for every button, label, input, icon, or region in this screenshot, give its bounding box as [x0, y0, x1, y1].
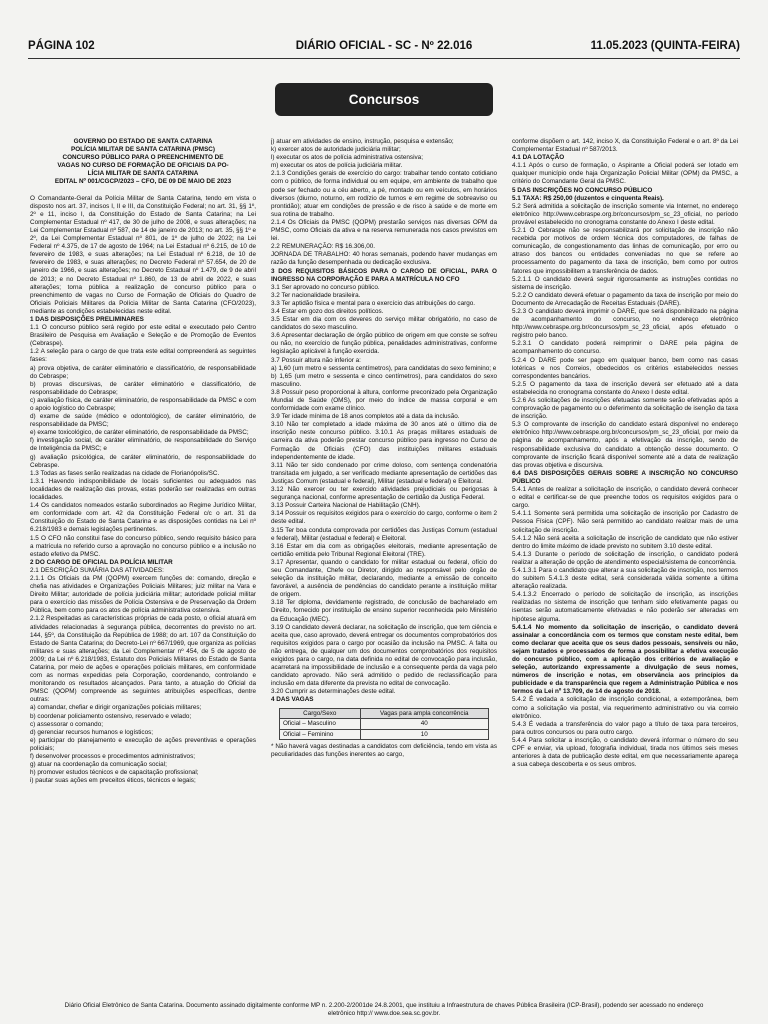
paragraph: 3.14 Possuir os requisitos exigidos para o exercício do cargo, conforme o item 2 deste edital. [271, 510, 497, 526]
paragraph: 3.3 Ter aptidão física e mental para o exercício das atribuições do cargo. [271, 299, 476, 307]
paragraph: 3.9 Ter idade mínima de 18 anos completos até a data da inclusão. [271, 413, 460, 421]
edital-title-line: LÍCIA MILITAR DE SANTA CATARINA [87, 170, 199, 178]
paragraph: e) participar do planejamento e execução de ações preventivas e operações policiais; [30, 736, 256, 752]
paragraph: 3.1 Ser aprovado no concurso público. [271, 283, 380, 291]
paragraph: 5.2.4 O DARE pode ser pago em qualquer banco, bem como nas casas lotéricas e nos Correios, obedecidos os critérios estabelecidos nesses correspondentes bancários. [512, 356, 738, 380]
paragraph: d) gerenciar recursos humanos e logísticos; [30, 728, 154, 736]
paragraph: 3.10 Não ter completado a idade máxima de 30 anos até o último dia de inscrição neste concurso público. 3.10.1 As praças militares estaduais de carreira da ativa poderão prestar concurso público para ingresso no Curso de Formação de Oficiais (CFO) das instituições militares estaduais independentemente de idade. [271, 421, 497, 461]
paragraph: 1.3 Todas as fases serão realizadas na cidade de Florianópolis/SC. [30, 469, 220, 477]
paragraph: e) exame toxicológico, de caráter eliminatório, de responsabilidade da PMSC; [30, 429, 249, 437]
intro-paragraph: O Comandante-Geral da Polícia Militar de Santa Catarina, tendo em vista o disposto nos art. 37, incisos I, II e III, da Constituição Federal; no art. 31, §§ 1º, 2º e 11, inciso I, da Constituição do Estado de Santa Catarina; na Lei Complementar Estadual nº 417, de 30 de julho de 2008, e suas alterações; na Lei Complementar Estadual nº 587, de 14 de janeiro de 2013; no art. 35, §§ 1º e 2º, da Lei Complementar Estadual nº 801, de 1º de julho de 2022; na Lei Federal nº 4.375, de 17 de agosto de 1964; na Lei Estadual nº 6.215, de 10 de fevereiro de 1983, e suas alterações; na Lei Estadual nº 6.218, de 10 de fevereiro de 1983, e suas alterações; no Decreto Federal nº 57.654, de 20 de janeiro de 1966, e suas alterações; no Decreto Estadual nº 1.479, de 9 de abril de 2013; e no Decreto Estadual nº 1.860, de 13 de abril de 2022, e suas alterações; torna pública a realização de concurso público para o preenchimento de vagas no Curso de Formação de Oficiais do Quadro de Oficiais Policiais Militares da Polícia Militar de Santa Catarina (CFO/2023), mediante as condições estabelecidas neste edital. [30, 194, 256, 315]
table-row [280, 729, 489, 740]
paragraph: 3.13 Possuir Carteira Nacional de Habilitação (CNH). [271, 502, 421, 510]
paragraph: 5.2.5 O pagamento da taxa de inscrição deverá ser efetuado até a data estabelecida no cronograma constante do Anexo I deste edital. [512, 380, 738, 396]
paragraph: k) exercer atos de autoridade judiciária militar; [271, 146, 401, 154]
paragraph: 2.1.3 Condições gerais de exercício do cargo: trabalhar tendo contato cotidiano com o público, de forma individual ou em equipe, em ambiente de trabalho que pode ser fechado ou a céu aberto, a pé, montado ou em veículos, em horários diversos (diurno, noturno, em rodízio de turnos e em regime de sobreaviso ou prontidão); atuar em condições de pressão e de risco à saúde e de morte em sua rotina de trabalho. [271, 170, 497, 218]
bold-paragraph: 5.4.1.4 No momento da solicitação de inscrição, o candidato deverá assinalar a concordância com os termos que constam neste edital, bem como declarar que aceita que os seus dados pessoais, sensíveis ou não, sejam tratados e processados de forma a possibilitar a efetiva execução do concurso público, com a aplicação dos critérios de avaliação e seleção, autorizando expressamente a divulgação de seus nomes, números de inscrição e notas, em observância aos princípios da publicidade e da transparência que regem a Administração Pública e nos termos da Lei nº 13.709, de 14 de agosto de 2018. [512, 623, 738, 696]
paragraph: 5.4.1.3 Durante o período de solicitação de inscrição, o candidato poderá realizar a alteração de opção de atendimento especial/sistema de concorrência. [512, 550, 738, 566]
journal-title: DIÁRIO OFICIAL - SC - Nº 22.016 [295, 40, 473, 52]
paragraph: 3.15 Ter boa conduta comprovada por certidões das Justiças Comum (estadual e federal), Militar (estadual e federal) e Eleitoral. [271, 526, 497, 542]
paragraph: 2.1.2 Respeitadas as características próprias de cada posto, o oficial atuará em atividades relacionadas à segurança pública, decorrentes do previsto no art. 144, §5º, da Constituição da República de 1988; do art. 107 da Constituição do Estado de Santa Catarina; do Decreto-Lei nº 667/1969, que organiza as polícias militares e suas alterações; da Lei Complementar nº 454, de 5 de agosto de 2009; da Lei nº 6.218/1983, Estatuto dos Policiais Militares do Estado de Santa Catarina, por meio de ações e operações policiais militares, em conformidade com as normas expedidas pela Corporação, coordenando, controlando e monitorando os resultados alcançados. Para tanto, a atuação do Oficial da PMSC (QOPM) compreende as seguintes atribuições específicas, dentre outras: [30, 615, 256, 704]
paragraph: 5.4.1.3.2 Encerrado o período de solicitação de inscrição, as inscrições realizadas no sistema de inscrição que tenham sido efetivamente pagas ou isentas serão automaticamente efetivadas e não poderão ser alteradas em hipótese alguma. [512, 591, 738, 623]
paragraph: c) assessorar o comando; [30, 720, 103, 728]
edital-title-line: EDITAL Nº 001/CGCP/2023 – CFO, DE 09 DE MAIO DE 2023 [54, 178, 232, 186]
paragraph: g) avaliação psicológica, de caráter eliminatório, de responsabilidade do Cebraspe. [30, 453, 256, 469]
paragraph: 3.8 Possuir peso proporcional à altura, conforme preconizado pela Organização Mundial de Saúde (OMS), por meio do índice de massa corporal e em conformidade com exame clínico. [271, 388, 497, 413]
paragraph: 5.2.1 O Cebraspe não se responsabilizará por solicitação de inscrição não recebida por motivos de ordem técnica dos computadores, de falhas de comunicação, de congestionamento das linhas de comunicação, por erro ou atraso dos bancos ou entidades conveniadas no que se refere ao processamento do pagamento da taxa de inscrição, bem como por outros fatores que impossibilitem a transferência de dados. [512, 227, 738, 275]
paragraph: 2.1 DESCRIÇÃO SUMÁRIA DAS ATIVIDADES: [30, 566, 164, 574]
paragraph: b) coordenar policiamento ostensivo, reservado e velado; [30, 712, 192, 720]
paragraph: 2.1.4 Os Oficiais da PMSC (QOPM) prestarão serviços nas diversas OPM da PMSC, como Oficiais da ativa e na reserva remunerada nos casos previstos em lei. [271, 218, 497, 243]
paragraph: 3.11 Não ter sido condenado por crime doloso, com sentença condenatória transitada em julgado, a ser verificado mediante apresentação de certidões das Justiças Comum (estadual e federal), Militar (estadual e federal) e Eleitoral. [271, 461, 497, 485]
paragraph: 1.3.1 Havendo indisponibilidade de locais suficientes ou adequados nas localidades de realização das provas, estas poderão ser realizadas em outras localidades. [30, 477, 256, 502]
paragraph: 5.2.3 O candidato deverá imprimir o DARE, que será disponibilizado na página de acompanhamento do concurso, no endereço eletrônico http://www.cebraspe.org.br/concursos/pm_sc_23_oficial, após efetuado o registro pelo banco. [512, 307, 738, 340]
paragraph: 3.17 Apresentar, quando o candidato for militar estadual ou federal, ofício do seu Comandante, Chefe ou Diretor, dirigido ao responsável pelo órgão de seleção da instituição militar, declarando, mediante a emissão de conceito favorável, a ausência de pendências do candidato perante a instituição militar de origem. [271, 558, 497, 599]
table-header-row [280, 708, 489, 719]
table-note: * Não haverá vagas destinadas a candidatos com deficiência, tendo em vista as peculiaridades das funções inerentes ao cargo, [271, 743, 497, 759]
paragraph: m) executar os atos de polícia judiciária militar. [271, 162, 403, 170]
paragraph: 5.2.2 O candidato deverá efetuar o pagamento da taxa de inscrição por meio do Documento de Arrecadação de Receitas Estaduais (DARE). [512, 291, 738, 307]
paragraph: a) comandar, chefiar e dirigir organizações policiais militares; [30, 704, 202, 712]
column-2 [271, 138, 497, 998]
table-header-vagas: Vagas para ampla concorrência [360, 708, 488, 719]
paragraph: f) desenvolver processos e procedimentos administrativos; [30, 753, 196, 761]
paragraph: b) provas discursivas, de caráter eliminatório e classificatório, de responsabilidade do Cebraspe; [30, 380, 256, 396]
paragraph: a) prova objetiva, de caráter eliminatório e classificatório, de responsabilidade do Cebraspe; [30, 364, 256, 380]
section-banner: Concursos [275, 83, 493, 116]
paragraph: 5.4.1.2 Não será aceita a solicitação de inscrição de candidato que não estiver dentro do limite máximo de idade previsto no subitem 3.10 deste edital. [512, 534, 738, 550]
header-divider [28, 58, 740, 59]
footer-line: eletrônico http:// www.doe.sea.sc.gov.br. [327, 1010, 441, 1017]
paragraph: 2.1.1 Os Oficiais da PM (QOPM) exercem funções de: comando, direção e chefia nas atividades e Organizações Policiais Militares; juiz militar na Vara e Direito Militar; autoridade de polícia judiciária militar; autoridade policial militar para o exercício das missões de Polícia Ostensiva e de Preservação da Ordem Pública, bem como para os atos de polícia administrativa ostensiva. [30, 574, 256, 615]
paragraph: 5.2.6 As solicitações de inscrições efetuadas somente serão efetivadas após a comprovação de pagamento ou o deferimento da solicitação de isenção da taxa de inscrição. [512, 397, 738, 421]
section-heading: 4.1 DA LOTAÇÃO [512, 154, 565, 162]
paragraph: f) investigação social, de caráter eliminatório, de responsabilidade do Serviço de Inteligência da PMSC; e [30, 437, 256, 453]
column-1 [30, 138, 256, 998]
vagas-table [279, 708, 489, 741]
paragraph: j) atuar em atividades de ensino, instrução, pesquisa e extensão; [271, 138, 454, 145]
paragraph: 3.5 Estar em dia com os deveres do serviço militar obrigatório, no caso de candidatos do sexo masculino. [271, 316, 497, 332]
paragraph: 3.12 Não exercer ou ter exercido atividades prejudiciais ou perigosas à segurança nacional, conforme apresentação de certidão da Justiça Federal. [271, 486, 497, 502]
edital-title-line: CONCURSO PÚBLICO PARA O PREENCHIMENTO DE [62, 154, 224, 162]
paragraph: 5.2.3.1 O candidato poderá reimprimir o DARE pela página de acompanhamento do concurso. [512, 340, 738, 356]
paragraph: conforme dispõem o art. 142, inciso X, da Constituição Federal e o art. 8º da Lei Complementar Estadual nº 587/2013. [512, 138, 738, 154]
edital-title-line: GOVERNO DO ESTADO DE SANTA CATARINA [73, 138, 213, 145]
paragraph: 1.1 O concurso público será regido por este edital e executado pelo Centro Brasileiro de Pesquisa em Avaliação e Seleção e de Promoção de Eventos (Cebraspe). [30, 324, 256, 348]
column-3 [512, 138, 738, 998]
page-header [28, 40, 740, 54]
paragraph: b) 1,65 (um metro e sessenta e cinco centímetros), para candidatos do sexo masculino. [271, 372, 497, 388]
paragraph: g) atuar na coordenação da comunicação social; [30, 761, 167, 769]
paragraph: 5.2 Será admitida a solicitação de inscrição somente via Internet, no endereço eletrônico http://www.cebraspe.org.br/concursos/pm_sc_23_oficial, no período provável estabelecido no cronograma constante do Anexo I deste edital. [512, 202, 738, 226]
section-heading: 5 DAS INSCRIÇÕES NO CONCURSO PÚBLICO [512, 186, 653, 194]
section-heading: 3 DOS REQUISITOS BÁSICOS PARA O CARGO DE OFICIAL, PARA O INGRESSO NA CORPORAÇÃO E PARA A MATRÍCULA NO CFO [271, 267, 497, 283]
paragraph: 2.2 REMUNERAÇÃO: R$ 16.306,00. [271, 243, 376, 251]
page-number: PÁGINA 102 [28, 40, 95, 52]
paragraph: 5.4.2 É vedada a solicitação de inscrição condicional, a extemporânea, bem como a solicitação via postal, via requerimento administrativo ou via correio eletrônico. [512, 696, 738, 720]
paragraph: a) 1,60 (um metro e sessenta centímetros), para candidatas do sexo feminino; e [271, 364, 497, 372]
paragraph: 1.2 A seleção para o cargo de que trata este edital compreenderá as seguintes fases: [30, 348, 256, 364]
issue-date: 11.05.2023 (QUINTA-FEIRA) [590, 40, 740, 52]
paragraph: 3.20 Cumprir as determinações deste edital. [271, 688, 396, 696]
taxa-line: 5.1 TAXA: R$ 250,00 (duzentos e cinquenta Reais). [512, 194, 664, 202]
paragraph: c) avaliação física, de caráter eliminatório, de responsabilidade da PMSC e com o apoio logístico do Cebraspe; [30, 396, 256, 412]
edital-title-line: POLÍCIA MILITAR DE SANTA CATARINA (PMSC) [70, 146, 215, 154]
table-cell-cargo: Oficial – Masculino [280, 719, 361, 730]
paragraph: h) promover estudos técnicos e de capacitação profissional; [30, 769, 199, 777]
paragraph: 5.4.4 Para solicitar a inscrição, o candidato deverá informar o número do seu CPF e enviar, via upload, fotografia individual, tirada nos últimos seis meses anteriores à data de publicação deste edital, em que necessariamente apareça a sua cabeça descoberta e os seus ombros. [512, 736, 738, 769]
table-cell-vagas: 10 [360, 729, 488, 740]
section-heading: 4 DAS VAGAS [271, 696, 314, 704]
paragraph: 3.2 Ter nacionalidade brasileira. [271, 291, 361, 299]
paragraph: 5.4.1.1 Somente será permitida uma solicitação de inscrição por Cadastro de Pessoa Física (CPF). Não será permitido ao candidato realizar mais de uma solicitação de inscrição. [512, 510, 738, 534]
page-footer [30, 1002, 738, 1018]
section-heading: 6.4 DAS DISPOSIÇÕES GERAIS SOBRE A INSCRIÇÃO NO CONCURSO PÚBLICO [512, 469, 738, 485]
paragraph: 5.4.1.3.1 Para o candidato que alterar a sua solicitação de inscrição, nos termos do subitem 5.4.1.3 deste edital, será considerada válida somente a última alteração realizada. [512, 566, 738, 591]
paragraph: 5.4.3 É vedada a transferência do valor pago a título de taxa para terceiros, para outros concursos ou para outro cargo. [512, 720, 738, 736]
paragraph: 3.16 Estar em dia com as obrigações eleitorais, mediante apresentação de certidão emitida pelo Tribunal Regional Eleitoral (TRE). [271, 542, 497, 558]
paragraph: 3.7 Possuir altura não inferior a: [271, 356, 361, 364]
paragraph: 4.1.1 Após o curso de formação, o Aspirante a Oficial poderá ser lotado em qualquer município onde haja Organização Policial Militar (OPM) da PMSC, a critério do Comandante Geral da PMSC. [512, 162, 738, 186]
paragraph: 3.19 O candidato deverá declarar, na solicitação de inscrição, que tem ciência e aceita que, caso aprovado, deverá entregar os documentos comprobatórios dos requisitos exigidos para o cargo por ocasião da inclusão na PMSC. A falta ou não entrega, de qualquer um dos documentos comprobatórios dos requisitos exigidos para o cargo, na data definida no edital de convocação para inclusão, acarretará na impossibilidade de inclusão e a consequente perda da vaga pelo candidato aprovado. Não será admitido o pedido de reclassificação para inclusão em data diferente da prevista no edital de convocação. [271, 623, 497, 688]
table-row [280, 719, 489, 730]
paragraph: 3.6 Apresentar declaração de órgão público de origem em que conste se sofreu ou não, no exercício de função pública, penalidades administrativas, conforme legislação aplicável à função exercida. [271, 332, 497, 356]
paragraph: 3.18 Ter diploma, devidamente registrado, de conclusão de bacharelado em Direito, fornecido por instituição de ensino superior reconhecida pelo Ministério da Educação (MEC). [271, 599, 497, 623]
paragraph: d) exame de saúde (médico e odontológico), de caráter eliminatório, de responsabilidade da PMSC; [30, 413, 256, 429]
paragraph: i) pautar suas ações em preceitos éticos, técnicos e legais; [30, 777, 196, 785]
table-cell-cargo: Oficial – Feminino [280, 729, 361, 740]
section-heading: 2 DO CARGO DE OFICIAL DA POLÍCIA MILITAR [30, 558, 173, 566]
table-header-cargo: Cargo/Sexo [280, 708, 361, 719]
footer-line: Diário Oficial Eletrônico de Santa Catarina. Documento assinado digitalmente conforme MP n. 2.200-2/2001de 24.8.2001, que instituiu a Infraestrutura de chaves Pública Brasileira (ICP-Brasil), podendo ser acessado no endereço [64, 1002, 704, 1009]
paragraph: 5.3 O comprovante de inscrição do candidato estará disponível no endereço eletrônico http://www.cebraspe.org.br/concursos/pm_sc_23_oficial, por meio da página de acompanhamento, após a efetivação da inscrição, sendo de responsabilidade exclusiva do candidato a obtenção desse documento. O comprovante de inscrição ficará disponível somente até a data de realização das provas objetiva e discursiva. [512, 421, 738, 469]
paragraph: 1.5 O CFO não constitui fase do concurso público, sendo requisito básico para a matrícula no referido curso a aprovação no concurso público e a inclusão no estado efetivo da PMSC. [30, 534, 256, 558]
paragraph: 5.2.1.1 O candidato deverá seguir rigorosamente as instruções contidas no sistema de inscrição. [512, 275, 738, 291]
paragraph: 1.4 Os candidatos nomeados estarão subordinados ao Regime Jurídico Militar, em conformidade com art. 42 da Constituição Federal c/c o art. 31 da Constituição do Estado de Santa Catarina e as disposições contidas na Lei nº 6.218/1983 e demais legislações pertinentes. [30, 502, 256, 534]
table-cell-vagas: 40 [360, 719, 488, 730]
edital-title-line: VAGAS NO CURSO DE FORMAÇÃO DE OFICIAIS DA PO- [57, 162, 229, 170]
paragraph: l) executar os atos de polícia administrativa ostensiva; [271, 154, 423, 162]
paragraph: 3.4 Estar em gozo dos direitos políticos. [271, 307, 384, 315]
section-heading: 1 DAS DISPOSIÇÕES PRELIMINARES [30, 315, 144, 323]
paragraph: JORNADA DE TRABALHO: 40 horas semanais, podendo haver mudanças em razão da função desempenhada ou dedicação exclusiva. [271, 251, 497, 267]
paragraph: 5.4.1 Antes de realizar a solicitação de inscrição, o candidato deverá conhecer o edital e certificar-se de que preenche todos os requisitos exigidos para o cargo. [512, 486, 738, 510]
